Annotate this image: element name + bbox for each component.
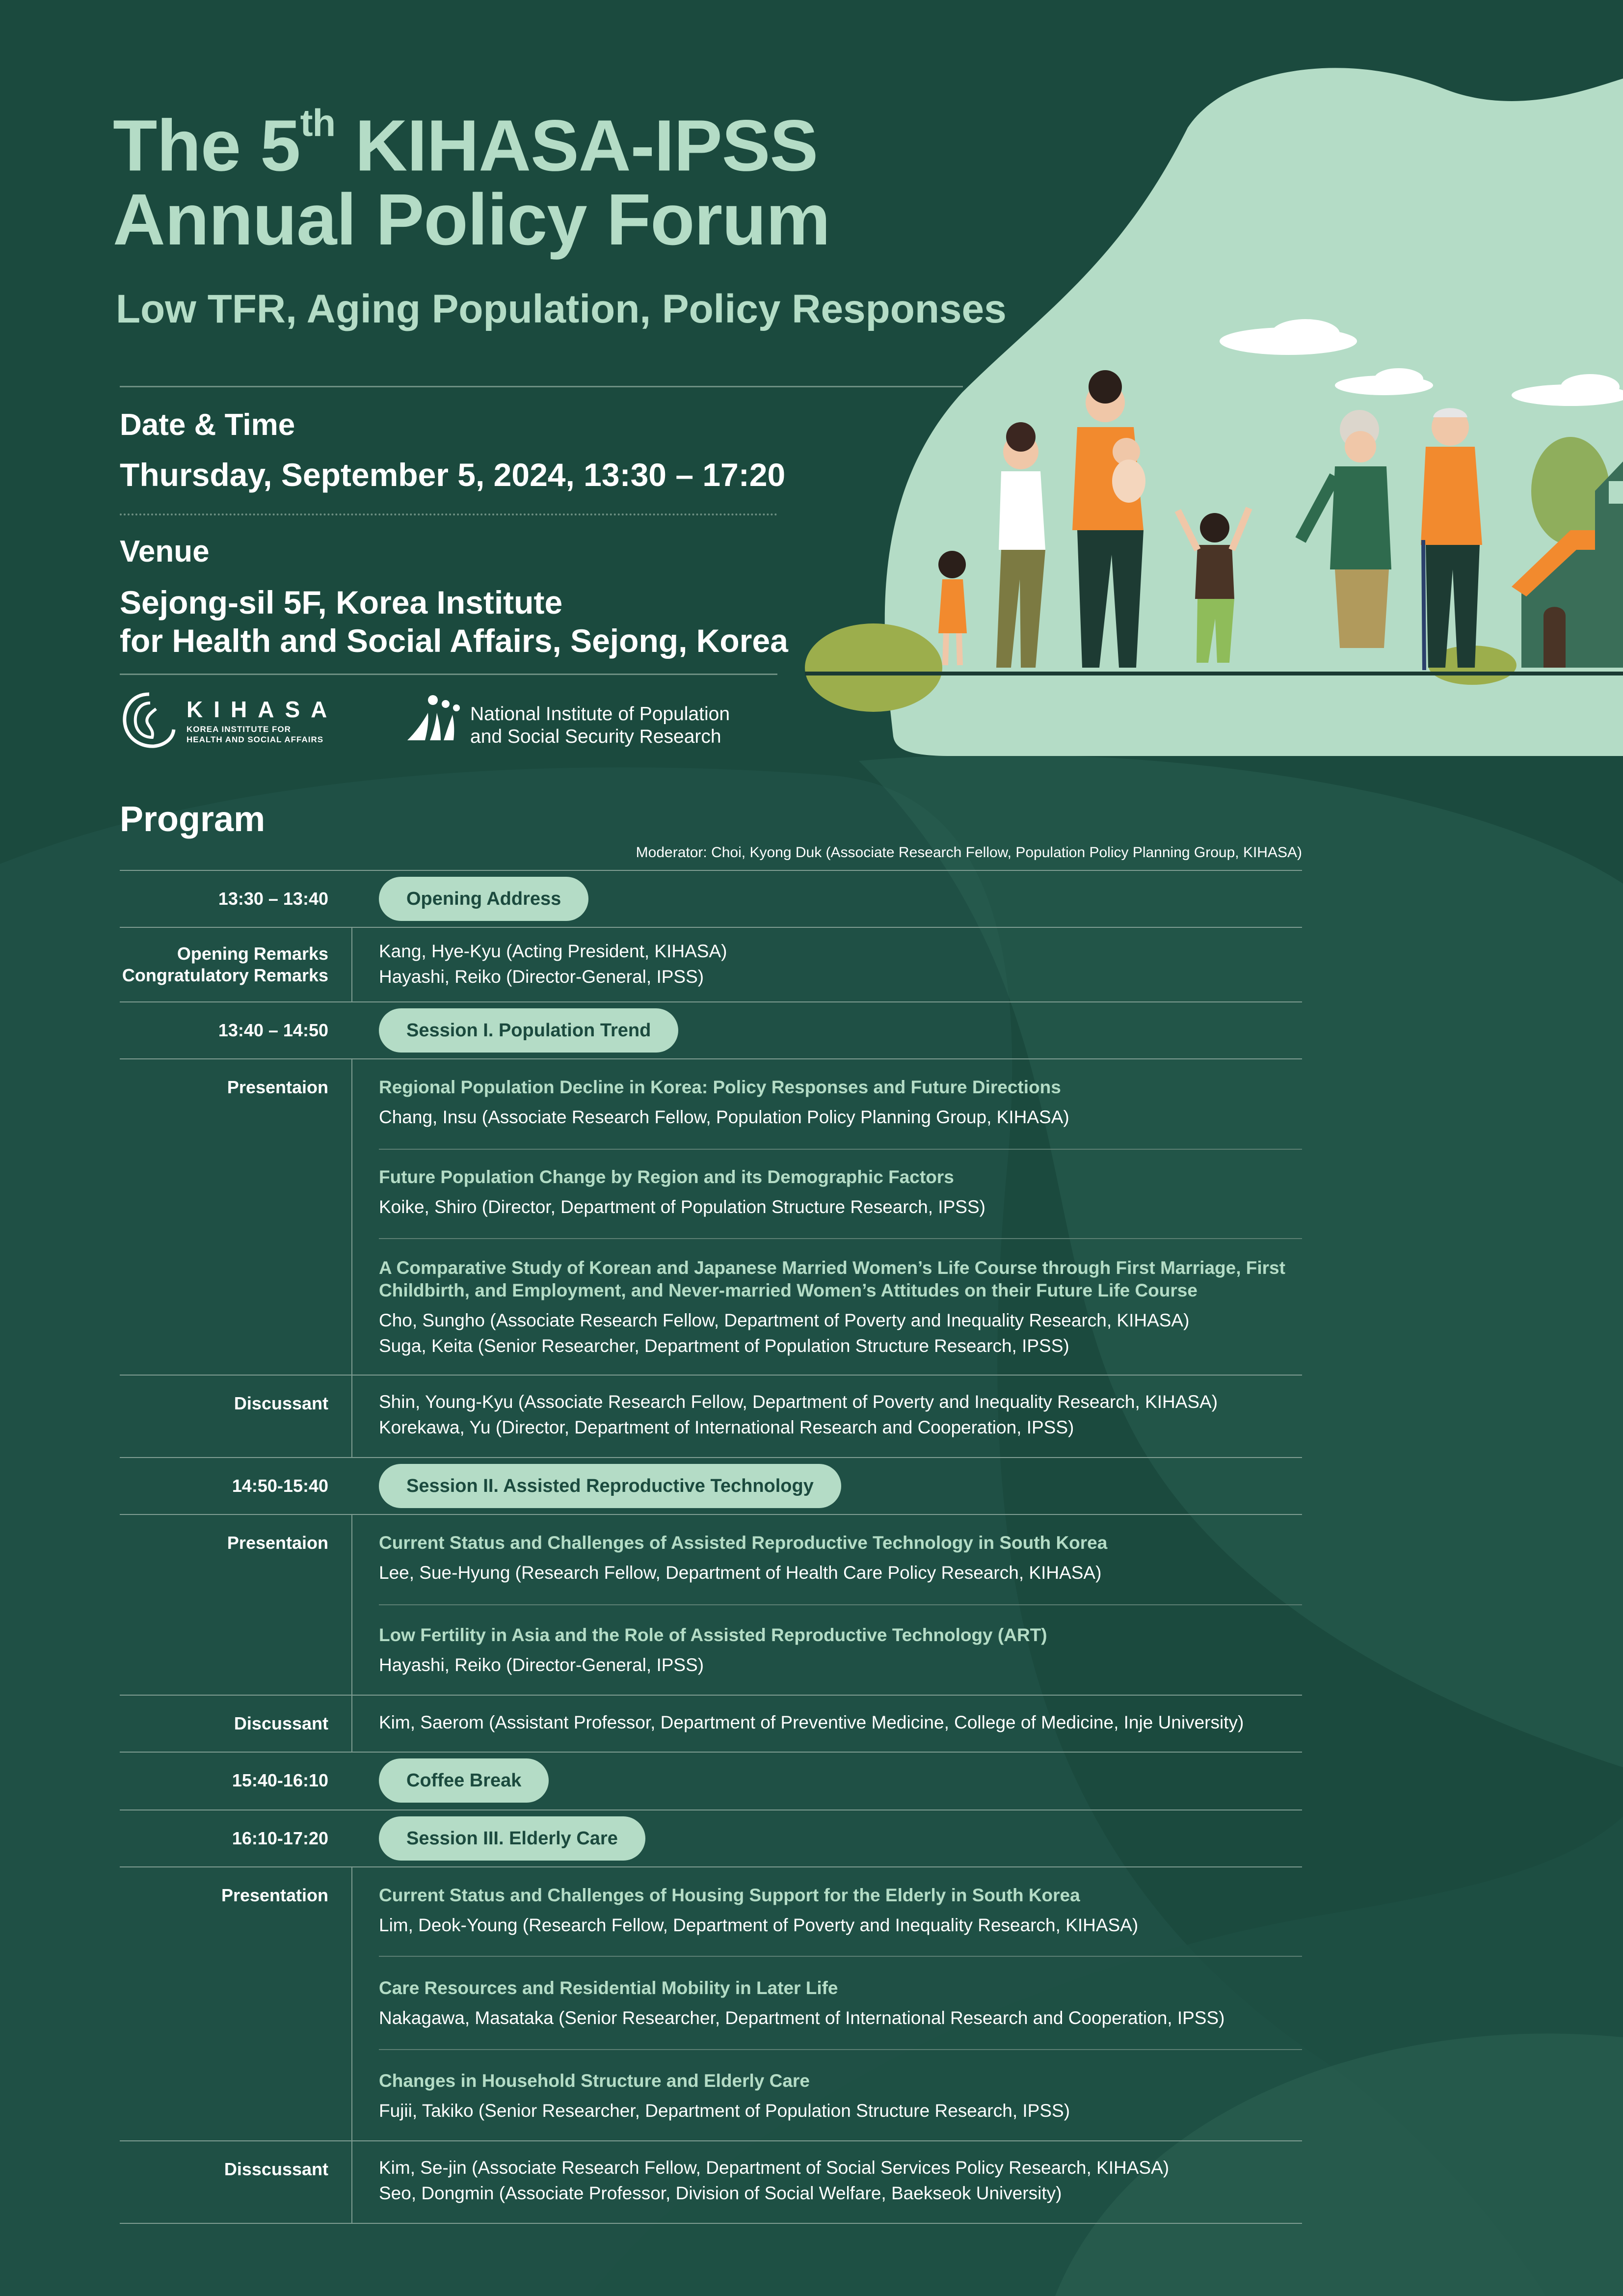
session3-discussant-label: Disscussant xyxy=(224,2159,328,2179)
session3-p1-title: Current Status and Challenges of Housing Support for the Elderly in South Korea xyxy=(379,1885,1080,1905)
session3-p2-title: Care Resources and Residential Mobility in Later Life xyxy=(379,1978,838,1998)
session3-p2-speaker: Nakagawa, Masataka (Senior Researcher, Department of International Research and Cooperation, IPSS) xyxy=(379,2008,1225,2028)
column-divider xyxy=(351,1866,352,2223)
session2-presentation-label: Presentaion xyxy=(227,1533,328,1553)
session1-time: 13:40 – 14:50 xyxy=(218,1020,328,1040)
session3-p1-speaker: Lim, Deok-Young (Research Fellow, Department of Poverty and Inequality Research, KIHASA) xyxy=(379,1915,1139,1935)
kihasa-logo-subtitle: KOREA INSTITUTE FOR HEALTH AND SOCIAL AFFAIRS xyxy=(186,725,324,744)
session3-time: 16:10-17:20 xyxy=(232,1828,328,1848)
table-divider xyxy=(120,1866,1302,1867)
table-divider xyxy=(120,927,1302,928)
session3-pill: Session III. Elderly Care xyxy=(379,1816,645,1861)
ipss-logo-icon xyxy=(405,693,466,742)
session1-presentation-label: Presentaion xyxy=(227,1077,328,1097)
session3-discussant1: Kim, Se-jin (Associate Research Fellow, Department of Social Services Policy Research, KIHASA) xyxy=(379,2158,1170,2178)
session1-p3-speaker2: Suga, Keita (Senior Researcher, Department of Population Structure Research, IPSS) xyxy=(379,1336,1069,1356)
family-illustration xyxy=(805,59,1623,756)
opening-role2: Congratulatory Remarks xyxy=(122,965,328,985)
forum-subtitle: Low TFR, Aging Population, Policy Responses xyxy=(116,287,1007,331)
opening-role1: Opening Remarks xyxy=(177,944,328,964)
session1-discussant1: Shin, Young-Kyu (Associate Research Fellow, Department of Poverty and Inequality Research, KIHASA) xyxy=(379,1392,1218,1412)
column-divider xyxy=(351,927,352,1001)
item-divider xyxy=(379,2049,1302,2050)
date-label: Date & Time xyxy=(120,408,295,442)
item-divider xyxy=(379,1238,1302,1239)
item-divider xyxy=(379,1604,1302,1605)
coffee-time: 15:40-16:10 xyxy=(232,1770,328,1790)
divider-dotted xyxy=(120,513,777,515)
coffee-break-pill: Coffee Break xyxy=(379,1758,549,1803)
venue-label: Venue xyxy=(120,535,210,568)
session2-time: 14:50-15:40 xyxy=(232,1476,328,1496)
session1-p1-title: Regional Population Decline in Korea: Policy Responses and Future Directions xyxy=(379,1077,1061,1097)
session1-p2-title: Future Population Change by Region and its Demographic Factors xyxy=(379,1167,954,1187)
session1-discussant-label: Discussant xyxy=(234,1393,328,1413)
column-divider xyxy=(351,1058,352,1457)
session1-p1-speaker: Chang, Insu (Associate Research Fellow, Population Policy Planning Group, KIHASA) xyxy=(379,1107,1069,1127)
opening-speaker2: Hayashi, Reiko (Director-General, IPSS) xyxy=(379,967,704,987)
session1-p2-speaker: Koike, Shiro (Director, Department of Population Structure Research, IPSS) xyxy=(379,1197,985,1217)
divider xyxy=(120,674,777,675)
column-divider xyxy=(351,1514,352,1752)
program-title: Program xyxy=(120,800,266,839)
session1-discussant2: Korekawa, Yu (Director, Department of International Research and Cooperation, IPSS) xyxy=(379,1417,1074,1437)
session1-pill: Session I. Population Trend xyxy=(379,1008,678,1053)
opening-address-pill: Opening Address xyxy=(379,877,588,921)
ipss-logo-name: National Institute of Population and Social Security Research xyxy=(470,703,730,747)
forum-title-line2: Annual Policy Forum xyxy=(113,179,830,260)
table-divider xyxy=(120,1375,1302,1376)
table-divider xyxy=(120,1058,1302,1059)
table-divider xyxy=(120,1695,1302,1696)
table-divider xyxy=(120,2140,1302,2141)
session2-discussant-label: Discussant xyxy=(234,1713,328,1733)
session3-discussant2: Seo, Dongmin (Associate Professor, Division of Social Welfare, Baekseok University) xyxy=(379,2183,1062,2203)
session2-p2-title: Low Fertility in Asia and the Role of Assisted Reproductive Technology (ART) xyxy=(379,1625,1047,1645)
table-divider xyxy=(120,1457,1302,1458)
table-divider xyxy=(120,1752,1302,1753)
session1-p3-speaker1: Cho, Sungho (Associate Research Fellow, Department of Poverty and Inequality Research, KIHASA) xyxy=(379,1310,1190,1330)
venue-line2: for Health and Social Affairs, Sejong, Korea xyxy=(120,622,788,659)
session1-p3-title-line1: A Comparative Study of Korean and Japanese Married Women’s Life Course through First Marriage, First xyxy=(379,1258,1285,1278)
kihasa-logo-name: KIHASA xyxy=(186,697,338,722)
session2-discussant1: Kim, Saerom (Assistant Professor, Department of Preventive Medicine, College of Medicine, Inje University) xyxy=(379,1712,1244,1732)
session2-p1-speaker: Lee, Sue-Hyung (Research Fellow, Department of Health Care Policy Research, KIHASA) xyxy=(379,1563,1102,1583)
table-divider xyxy=(120,1001,1302,1002)
kihasa-logo-icon xyxy=(120,691,177,750)
session3-p3-speaker: Fujii, Takiko (Senior Researcher, Department of Population Structure Research, IPSS) xyxy=(379,2101,1070,2121)
table-divider xyxy=(120,870,1302,871)
item-divider xyxy=(379,1149,1302,1150)
date-value: Thursday, September 5, 2024, 13:30 – 17:20 xyxy=(120,457,786,493)
session3-p3-title: Changes in Household Structure and Elderly Care xyxy=(379,2071,810,2091)
session2-pill: Session II. Assisted Reproductive Technology xyxy=(379,1464,841,1508)
forum-title-line1: The 5th KIHASA-IPSS xyxy=(113,101,818,187)
opening-speaker1: Kang, Hye-Kyu (Acting President, KIHASA) xyxy=(379,941,727,961)
item-divider xyxy=(379,1956,1302,1957)
session2-p1-title: Current Status and Challenges of Assisted Reproductive Technology in South Korea xyxy=(379,1533,1108,1553)
session3-presentation-label: Presentation xyxy=(221,1885,328,1905)
session1-p3-title-line2: Childbirth, and Employment, and Never-married Women’s Attitudes on their Future Life Course xyxy=(379,1280,1197,1300)
moderator-info: Moderator: Choi, Kyong Duk (Associate Research Fellow, Population Policy Planning Group, KIHASA) xyxy=(636,844,1302,861)
table-divider xyxy=(120,2223,1302,2224)
table-divider xyxy=(120,1514,1302,1515)
session2-p2-speaker: Hayashi, Reiko (Director-General, IPSS) xyxy=(379,1655,704,1675)
opening-time: 13:30 – 13:40 xyxy=(218,889,328,909)
venue-line1: Sejong-sil 5F, Korea Institute xyxy=(120,584,563,621)
